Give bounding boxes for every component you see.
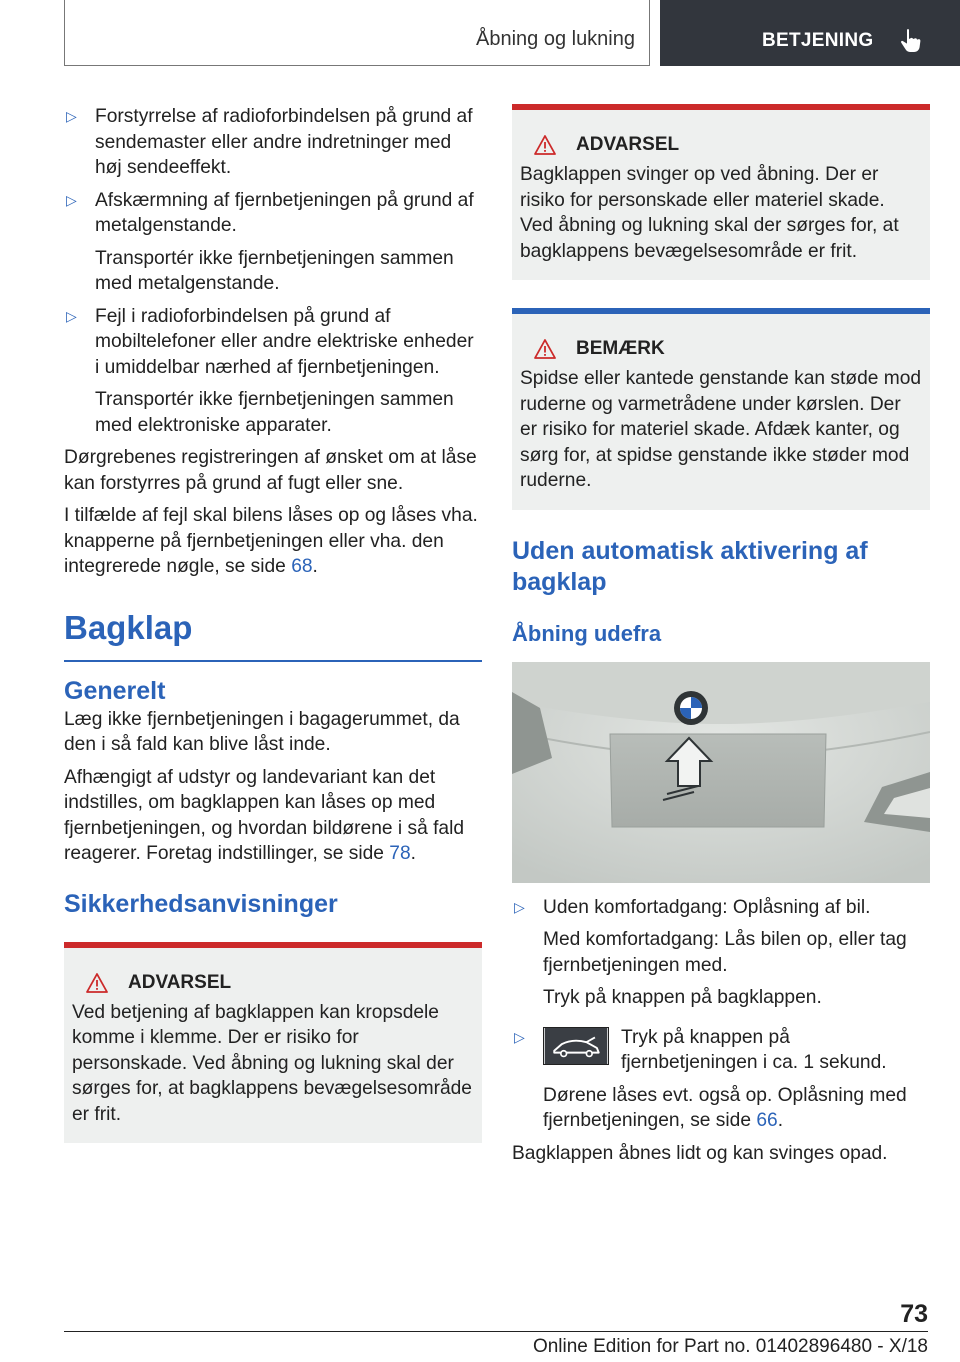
bullet-text: Tryk på knappen på fjernbetjeningen i ca. 1 sekund. [621, 1026, 887, 1073]
pointing-hand-icon [898, 28, 922, 54]
heading-aabning-udefra: Åbning udefra [512, 620, 662, 646]
left-column [64, 104, 482, 1143]
paragraph: Bagklappen åbnes lidt og kan svinges opad. [512, 1142, 888, 1164]
paragraph: Læg ikke fjernbetjeningen i bagagerummet, da den i så fald kan blive låst inde. [64, 708, 460, 755]
bullet-triangle-icon: ▷ [66, 307, 77, 324]
page-link[interactable]: 68 [291, 556, 313, 577]
paragraph-text: . [312, 556, 318, 577]
warning-triangle-icon [534, 135, 556, 155]
bullet-triangle-icon: ▷ [66, 191, 77, 208]
bullet-text: Fejl i radioforbindelsen på grund af mobiltelefoner eller andre elektriske enheder i umiddelbar nærhed af fjernbetjeningen. [95, 305, 474, 378]
heading-uden-automatisk: Uden automatisk aktivering af bagklap [512, 536, 868, 596]
footer-edition: Online Edition for Part no. 01402896480 - X/18 [532, 1336, 928, 1357]
footer-divider [64, 1331, 928, 1332]
list-item [64, 188, 482, 297]
chapter-title: Åbning og lukning [475, 28, 635, 50]
notice-text: Spidse eller kantede genstande kan støde mod ruderne og varmetrådene under kørslen. Der er risiko for materiel skade. Afdæk kanter, og sørg for, at spidse genstande ikke støder mod ruderne. [520, 368, 922, 491]
warning-title: ADVARSEL [576, 134, 680, 155]
car-tailgate-icon [543, 1027, 609, 1065]
list-item [512, 1025, 930, 1134]
bullet-subtext: Transportér ikke fjernbetjeningen sammen med elektroniske apparater. [95, 389, 454, 436]
notice-box [512, 308, 930, 510]
bullet-text: Forstyrrelse af radioforbindelsen på grund af sendemaster eller andre indretninger med høj sendeeffekt. [95, 106, 473, 178]
notice-title: BEMÆRK [576, 338, 665, 359]
heading-generelt: Generelt [64, 676, 166, 705]
bullet-triangle-icon: ▷ [514, 898, 525, 915]
list-item [64, 304, 482, 439]
tailgate-photo [512, 662, 930, 883]
paragraph-text: . [777, 1110, 784, 1131]
paragraph-text: I tilfælde af fejl skal bilens låses op og låses vha. knapperne på fjernbetjeningen eller vha. den integrerede nøgle, se side [64, 505, 478, 577]
heading-bagklap: Bagklap [64, 608, 482, 662]
warning-triangle-icon [86, 973, 108, 993]
heading-sikkerhed: Sikkerhedsanvisninger [64, 889, 338, 918]
bullet-subtext: Med komfortadgang: Lås bilen op, eller tag fjernbetjeningen med. [543, 929, 907, 976]
list-item [512, 895, 930, 1011]
header-chapter-box [64, 0, 650, 66]
bullet-triangle-icon: ▷ [66, 108, 77, 124]
warning-box [512, 104, 930, 280]
paragraph-text: . [410, 843, 416, 864]
bullet-text: Uden komfortadgang: Oplåsning af bil. [543, 896, 871, 918]
right-column [512, 104, 930, 1173]
paragraph: Dørgrebenes registreringen af ønsket om at låse kan forstyrres på grund af fugt eller sne. [64, 447, 477, 494]
header-section-box [660, 0, 960, 66]
paragraph [64, 503, 482, 580]
bullet-subtext: Transportér ikke fjernbetjeningen sammen med metalgenstande. [95, 247, 454, 294]
warning-text: Bagklappen svinger op ved åbning. Der er risiko for personskade eller materiel skade. Ved åbning og lukning skal der sørges for, at bagklappens bevægelsesområde er frit. [520, 164, 899, 262]
bullet-subtext [543, 1083, 930, 1134]
warning-box [64, 942, 482, 1144]
paragraph-text: Afhængigt af udstyr og landevariant kan det indstilles, om bagklappen kan låses op med fjernbetjeningen, og hvordan bildørene i så fald reagerer. Foretag indstillinger, se side [64, 766, 465, 864]
bullet-subtext: Tryk på knappen på bagklappen. [543, 987, 822, 1008]
page-link[interactable]: 78 [389, 843, 411, 864]
paragraph [64, 765, 482, 867]
warning-triangle-icon [534, 339, 556, 359]
bullet-triangle-icon: ▷ [514, 1028, 525, 1045]
warning-title: ADVARSEL [128, 971, 232, 993]
warning-text: Ved betjening af bagklappen kan kropsdele komme i klemme. Der er risiko for personskade. Ved åbning og lukning skal der sørges for, at bagklappens bevægelsesområde er frit. [72, 1001, 472, 1125]
bullet-text: Afskærmning af fjernbetjeningen på grund af metalgenstande. [95, 189, 474, 236]
page-link[interactable]: 66 [756, 1110, 778, 1131]
page-number: 73 [900, 1300, 928, 1328]
section-title: BETJENING [762, 30, 874, 51]
paragraph-text: Dørene låses evt. også op. Oplåsning med fjernbetjeningen, se side [543, 1084, 907, 1131]
list-item [64, 104, 482, 181]
